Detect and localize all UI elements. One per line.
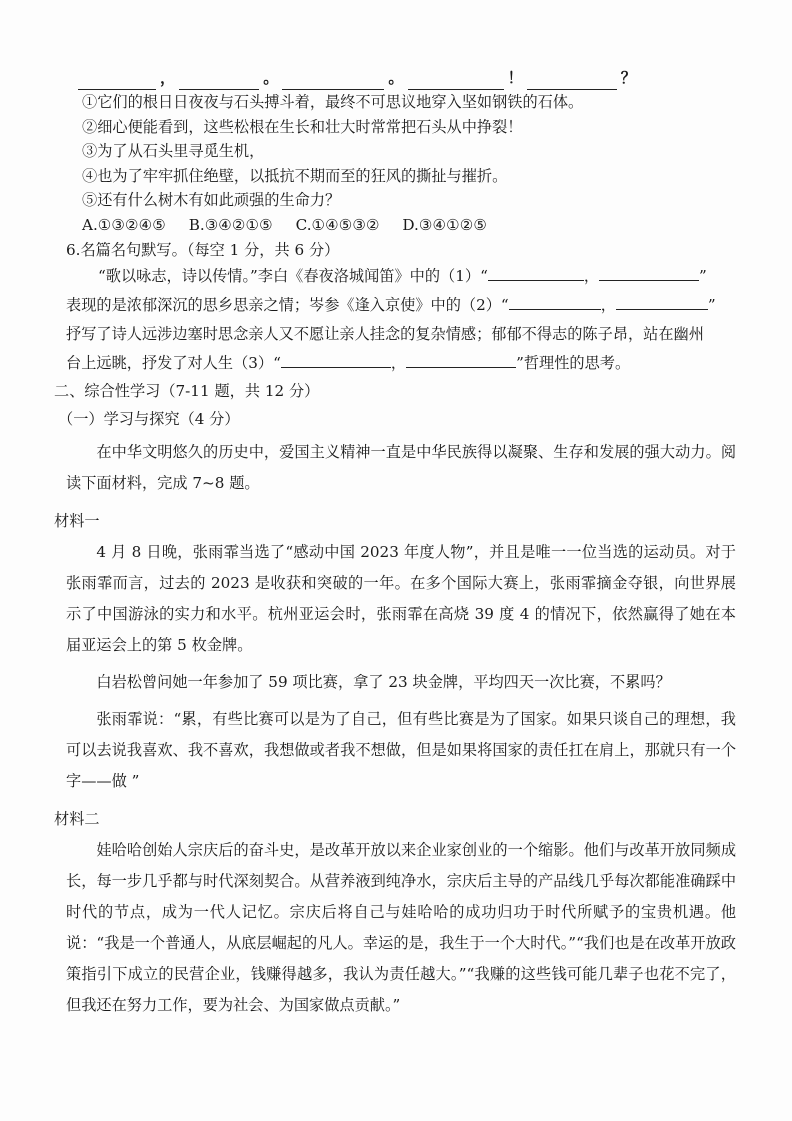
- poem-text: ，: [600, 295, 616, 314]
- poem-blank[interactable]: [488, 262, 584, 281]
- exam-page-content: [54, 64, 736, 1021]
- material-1-label: 材料一: [54, 511, 100, 530]
- poem-text: ”: [699, 266, 707, 285]
- poem-text: 台上远眺，抒发了对人生（3）“: [66, 353, 281, 372]
- blank-punct: ！: [507, 69, 523, 87]
- poem-blank[interactable]: [599, 262, 699, 281]
- blank-punct: 。: [388, 69, 404, 87]
- intro-paragraph: 在中华文明悠久的历史中，爱国主义精神一直是中华民族得以凝聚、生存和发展的强大动力。阅读下面材料，完成 7~8 题。: [66, 442, 736, 492]
- sentence-option: ⑤还有什么树木有如此顽强的生命力？: [82, 191, 341, 209]
- poem-fill-line-1: [66, 262, 736, 291]
- answer-blank[interactable]: [78, 75, 156, 90]
- answer-blank[interactable]: [408, 75, 504, 90]
- material-1-paragraph: 4 月 8 日晚，张雨霏当选了“感动中国 2023 年度人物”，并且是唯一一位当选的运动员。对于张雨霏而言，过去的 2023 是收获和突破的一年。在多个国际大赛上，张雨霏摘金夺银，向世界展示了中国游泳的实力和水平。杭州亚运会时，张雨霏在高烧 39 度 4 的情况下，依然赢得了她在本届亚运会上的第 5 枚金牌。: [66, 542, 736, 654]
- poem-blank[interactable]: [616, 291, 708, 310]
- poem-text: 表现的是浓郁深沉的思乡思亲之情；岑参《逢入京使》中的（2）“: [66, 295, 509, 314]
- choice-c[interactable]: C.①④⑤③②: [295, 215, 380, 234]
- sentence-option: ②细心便能看到，这些松根在生长和壮大时常常把石头从中挣裂！: [82, 117, 523, 136]
- answer-blank[interactable]: [282, 75, 384, 90]
- poem-text: ”: [707, 295, 716, 314]
- material-1-paragraph: 白岩松曾问她一年参加了 59 项比赛，拿了 23 块金牌，平均四天一次比赛，不累吗？: [96, 672, 671, 691]
- sentence-options: [66, 90, 736, 213]
- choice-b[interactable]: B.③④②①⑤: [188, 215, 273, 234]
- choice-d[interactable]: D.③④①②⑤: [402, 215, 487, 234]
- sentence-option: ④也为了牢牢抓住绝壁，以抵抗不期而至的狂风的撕扯与摧折。: [82, 166, 508, 185]
- poem-text: “歌以咏志，诗以传情。”李白《春夜洛城闻笛》中的（1）“: [98, 266, 488, 285]
- poem-text: ，: [583, 266, 600, 285]
- poem-fill-line-3: 抒写了诗人远涉边塞时思念亲人又不愿让亲人挂念的复杂情感；郁郁不得志的陈子昂，站在幽州: [66, 324, 704, 343]
- sentence-option: ①它们的根日日夜夜与石头搏斗着，最终不可思议地穿入坚如钢铁的石体。: [82, 93, 584, 111]
- answer-blank[interactable]: [179, 75, 259, 90]
- poem-fill-line-2: [66, 291, 736, 320]
- sentence-order-blanks: [78, 64, 736, 90]
- poem-text: ，: [390, 353, 407, 372]
- material-2-label: 材料二: [54, 809, 100, 828]
- answer-blank[interactable]: [527, 75, 617, 90]
- material-1-paragraph: 张雨霏说：“累，有些比赛可以是为了自己，但有些比赛是为了国家。如果只谈自己的理想，我可以去说我喜欢、我不喜欢，我想做或者我不想做，但是如果将国家的责任扛在肩上，那就只有一个字——做 ”: [66, 709, 736, 790]
- answer-choices: [82, 213, 736, 238]
- section-2-title: 二、综合性学习（7-11 题，共 12 分）: [54, 381, 320, 400]
- choice-a[interactable]: A.①③②④⑤: [82, 215, 166, 234]
- question-6-title: 6.名篇名句默写。（每空 1 分，共 6 分）: [66, 240, 340, 259]
- blank-punct: ？: [620, 69, 636, 87]
- poem-blank[interactable]: [281, 349, 391, 368]
- poem-blank[interactable]: [509, 291, 601, 310]
- blank-punct: 。: [263, 69, 279, 87]
- poem-blank[interactable]: [406, 349, 516, 368]
- poem-text: ”哲理性的思考。: [516, 353, 631, 372]
- poem-fill-line-4: [66, 349, 736, 378]
- blank-punct: ，: [160, 69, 176, 87]
- subsection-title: （一）学习与探究（4 分）: [58, 409, 240, 428]
- material-2-paragraph: 娃哈哈创始人宗庆后的奋斗史，是改革开放以来企业家创业的一个缩影。他们与改革开放同频成长，每一步几乎都与时代深刻契合。从营养液到纯净水，宗庆后主导的产品线几乎每次都能准确踩中时代的节点，成为一代人记忆。宗庆后将自己与娃哈哈的成功归功于时代所赋予的宝贵机遇。他说：“我是一个普通人，从底层崛起的凡人。幸运的是，我生于一个大时代。”“我们也是在改革开放政策指引下成立的民营企业，钱赚得越多，我认为责任越大。”“我赚的这些钱可能几辈子也花不完了，但我还在努力工作，要为社会、为国家做点贡献。”: [66, 840, 736, 1014]
- sentence-option: ③为了从石头里寻觅生机，: [82, 142, 265, 160]
